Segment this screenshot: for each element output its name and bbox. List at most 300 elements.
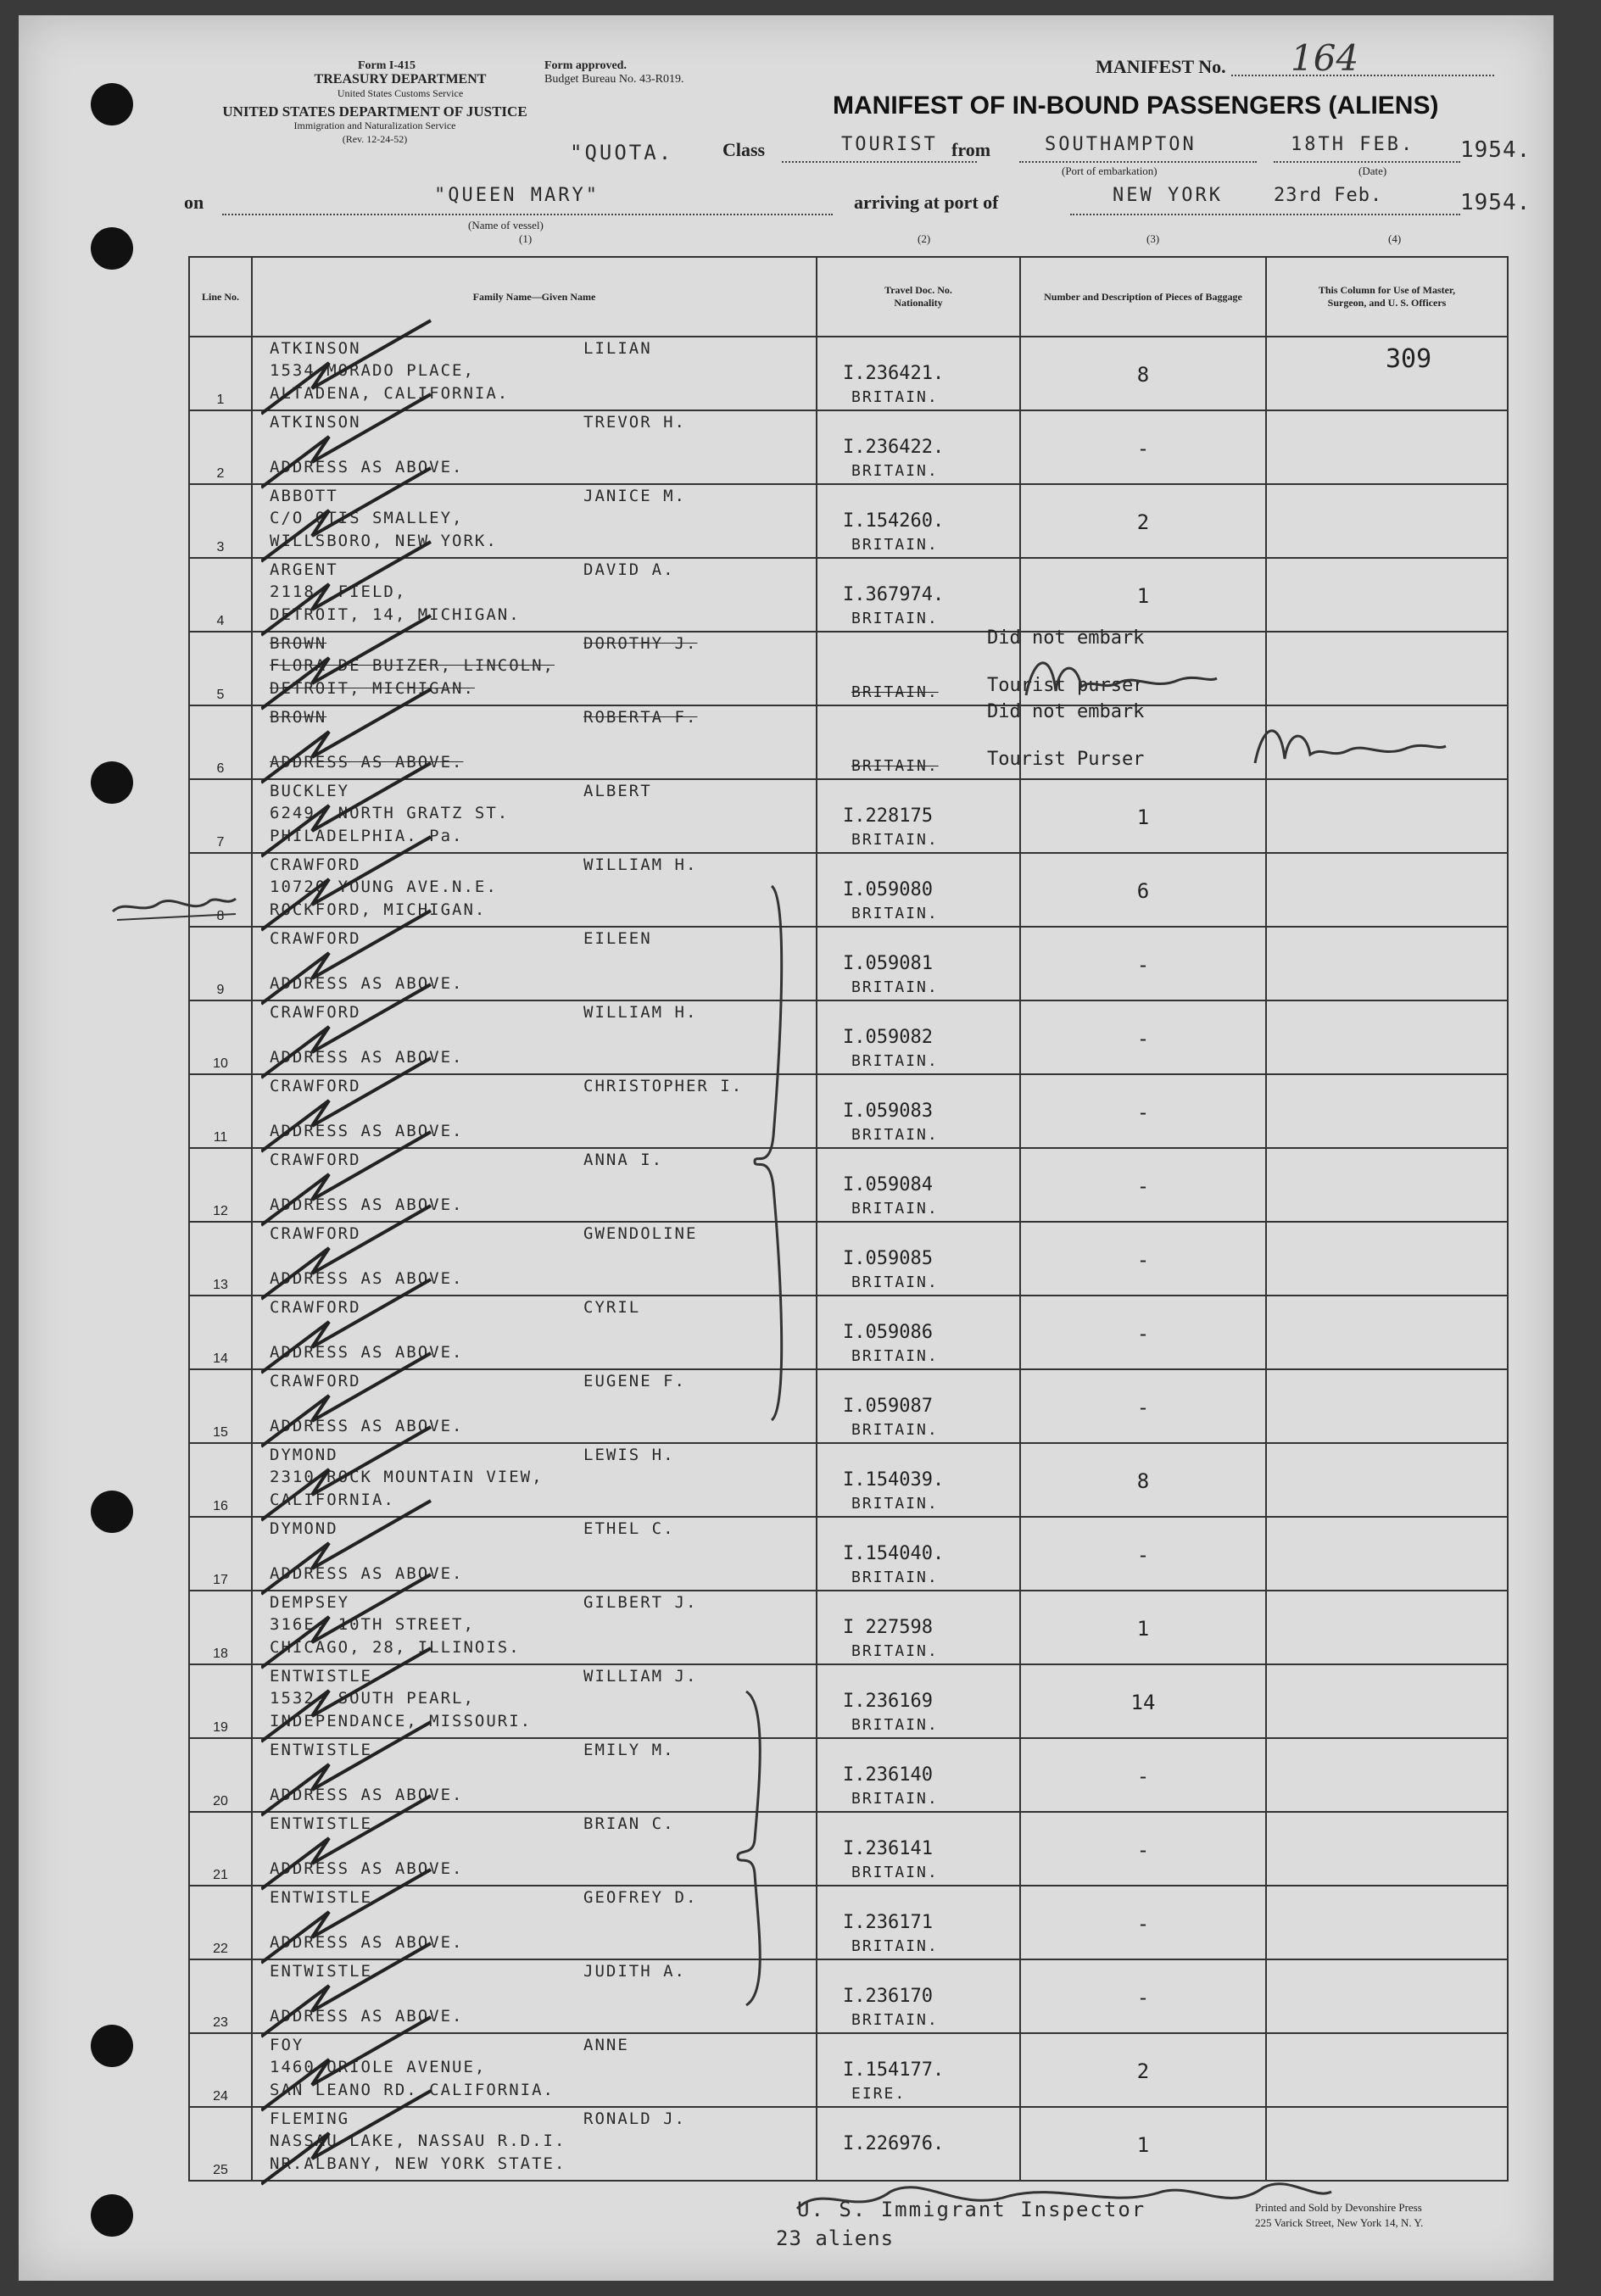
line-number-cell [189, 632, 252, 705]
travel-doc-number: I.236421. [843, 363, 945, 384]
vessel-name: "QUEEN MARY" [434, 185, 600, 206]
officer-cell [1266, 1738, 1508, 1812]
nationality: BRITAIN. [851, 1052, 939, 1070]
name-cell [252, 927, 817, 1000]
line-number-cell [189, 1738, 252, 1812]
address-line-1: 10720 YOUNG AVE.N.E. [270, 878, 498, 896]
col2-caption: (2) [918, 232, 931, 245]
baggage-cell [1020, 1664, 1266, 1738]
travel-doc-cell [817, 2033, 1020, 2107]
given-name: BRIAN C. [583, 1814, 675, 1833]
line-number: 24 [213, 2089, 228, 2104]
nationality: BRITAIN. [851, 1864, 939, 1881]
baggage-cell [1020, 705, 1266, 779]
table-row [189, 1517, 1508, 1591]
line-number: 8 [216, 909, 225, 923]
name-cell [252, 705, 817, 779]
address-line-2: ADDRESS AS ABOVE. [270, 1417, 464, 1435]
travel-doc-cell [817, 1074, 1020, 1148]
table-row [189, 632, 1508, 705]
officer-cell [1266, 1517, 1508, 1591]
travel-doc-cell [817, 1959, 1020, 2033]
travel-doc-number: I.154040. [843, 1543, 945, 1564]
family-name: FLEMING [270, 2109, 350, 2128]
officer-note: 309 [1386, 344, 1432, 374]
name-cell [252, 484, 817, 558]
given-name: WILLIAM J. [583, 1667, 698, 1686]
address-line-2: ADDRESS AS ABOVE. [270, 1933, 464, 1952]
table-row [189, 1000, 1508, 1074]
name-cell [252, 1517, 817, 1591]
officer-cell [1266, 779, 1508, 853]
travel-doc-number: I.059082 [843, 1027, 933, 1048]
travel-doc-cell [817, 779, 1020, 853]
address-line-2: ADDRESS AS ABOVE. [270, 974, 464, 993]
col-header-baggage [1020, 257, 1266, 337]
baggage-count: 6 [1136, 879, 1150, 903]
travel-doc-cell [817, 1812, 1020, 1886]
date-caption: (Date) [1358, 164, 1387, 177]
address-line-2: ADDRESS AS ABOVE. [270, 1564, 464, 1583]
baggage-cell [1020, 337, 1266, 410]
punch-hole [91, 1491, 133, 1533]
address-line-2: ADDRESS AS ABOVE. [270, 753, 464, 772]
family-name: ENTWISTLE [270, 1741, 372, 1759]
travel-doc-number: I.226976. [843, 2133, 945, 2154]
punch-hole [91, 761, 133, 804]
family-name: ENTWISTLE [270, 1814, 372, 1833]
address-line-1: 316E, 10TH STREET, [270, 1615, 475, 1634]
table-row [189, 1369, 1508, 1443]
officer-cell [1266, 632, 1508, 705]
address-line-2: ADDRESS AS ABOVE. [270, 458, 464, 476]
family-name: ATKINSON [270, 413, 361, 432]
baggage-count: 1 [1136, 2133, 1150, 2157]
justice-dept: UNITED STATES DEPARTMENT OF JUSTICE [222, 103, 527, 120]
family-name: BUCKLEY [270, 782, 350, 800]
travel-doc-cell [817, 1000, 1020, 1074]
given-name: LEWIS H. [583, 1446, 675, 1464]
travel-doc-number: I.154177. [843, 2059, 945, 2081]
officer-cell [1266, 1443, 1508, 1517]
family-name: CRAWFORD [270, 929, 361, 948]
family-name: DEMPSEY [270, 1593, 350, 1612]
travel-doc-cell [817, 1517, 1020, 1591]
punch-hole [91, 2025, 133, 2067]
given-name: EILEEN [583, 929, 652, 948]
travel-doc-cell [817, 558, 1020, 632]
line-number-cell [189, 484, 252, 558]
line-number-cell [189, 1591, 252, 1664]
travel-doc-cell [817, 1148, 1020, 1222]
family-name: CRAWFORD [270, 1003, 361, 1022]
nationality: BRITAIN. [851, 1126, 939, 1144]
passenger-rows [189, 337, 1508, 2181]
baggage-cell [1020, 410, 1266, 484]
baggage-count: - [1136, 1912, 1150, 1936]
baggage-count: - [1136, 1101, 1150, 1124]
col3-caption: (3) [1146, 232, 1160, 245]
baggage-count: 2 [1136, 510, 1150, 534]
address-line-2: ALTADENA, CALIFORNIA. [270, 384, 510, 403]
line-number: 3 [216, 540, 225, 554]
name-cell [252, 1148, 817, 1222]
line-number: 11 [213, 1130, 228, 1145]
given-name: ALBERT [583, 782, 652, 800]
address-line-1: 6249, NORTH GRATZ ST. [270, 804, 510, 822]
baggage-cell [1020, 1591, 1266, 1664]
col-header-name: Family Name—Given Name [252, 257, 817, 337]
family-name: CRAWFORD [270, 1372, 361, 1390]
purser-note: Tourist purser [987, 675, 1145, 696]
table-row [189, 1443, 1508, 1517]
nationality: BRITAIN. [851, 1569, 939, 1586]
year-arrival: 1954. [1460, 190, 1531, 215]
baggage-cell [1020, 1812, 1266, 1886]
officer-cell [1266, 1369, 1508, 1443]
col-header-baggage-text: Number and Description of Pieces of Baggage [1044, 290, 1242, 303]
nationality: BRITAIN. [851, 536, 939, 554]
officer-cell [1266, 1591, 1508, 1664]
address-line-1: 1532, SOUTH PEARL, [270, 1689, 475, 1708]
officer-cell [1266, 1296, 1508, 1369]
travel-doc-cell [817, 410, 1020, 484]
officer-cell [1266, 1222, 1508, 1296]
col4-caption: (4) [1388, 232, 1402, 245]
baggage-cell [1020, 927, 1266, 1000]
line-number: 14 [213, 1351, 228, 1366]
col1-caption: (1) [519, 232, 533, 245]
baggage-cell [1020, 853, 1266, 927]
baggage-count: - [1136, 1764, 1150, 1788]
manifest-label: MANIFEST No. [1096, 56, 1226, 77]
baggage-count: - [1136, 1838, 1150, 1862]
purser-signature-icon [1247, 712, 1450, 780]
given-name: ANNA I. [583, 1151, 664, 1169]
given-name: GILBERT J. [583, 1593, 698, 1612]
nationality: BRITAIN. [851, 1790, 939, 1808]
officer-cell [1266, 1000, 1508, 1074]
nationality: BRITAIN. [851, 1273, 939, 1291]
line-number: 12 [213, 1204, 228, 1218]
address-line-2: INDEPENDANCE, MISSOURI. [270, 1712, 533, 1730]
officer-cell [1266, 410, 1508, 484]
baggage-count: 14 [1130, 1691, 1156, 1714]
name-cell [252, 558, 817, 632]
baggage-cell [1020, 1738, 1266, 1812]
address-line-1: NASSAU LAKE, NASSAU R.D.I. [270, 2132, 566, 2150]
punch-hole [91, 2194, 133, 2237]
table-row [189, 1664, 1508, 1738]
line-number-cell [189, 2107, 252, 2181]
table-row [189, 2033, 1508, 2107]
nationality: BRITAIN. [851, 978, 939, 996]
table-row [189, 558, 1508, 632]
margin-scribble-icon [109, 882, 244, 933]
family-name: ENTWISTLE [270, 1667, 372, 1686]
ins-service: Immigration and Naturalization Service [293, 120, 456, 131]
travel-doc-number: I.367974. [843, 584, 945, 605]
table-row [189, 853, 1508, 927]
officer-cell [1266, 927, 1508, 1000]
given-name: WILLIAM H. [583, 855, 698, 874]
officer-cell [1266, 1812, 1508, 1886]
baggage-count: - [1136, 437, 1150, 460]
line-number: 7 [216, 835, 225, 850]
travel-doc-cell [817, 627, 1145, 705]
line-number-cell [189, 779, 252, 853]
inspector-signature-icon [789, 2166, 1340, 2234]
address-line-2: WILLSBORO, NEW YORK. [270, 532, 498, 550]
line-number: 1 [216, 393, 225, 407]
given-name: WILLIAM H. [583, 1003, 698, 1022]
form-number: Form I-415 [358, 59, 416, 72]
family-name: BROWN [270, 708, 327, 727]
table-row [189, 484, 1508, 558]
line-number-cell [189, 1369, 252, 1443]
baggage-count: 1 [1136, 584, 1150, 608]
table-row [189, 1738, 1508, 1812]
family-name: DYMOND [270, 1446, 338, 1464]
baggage-count: - [1136, 953, 1150, 977]
line-number: 16 [213, 1499, 228, 1513]
line-number-cell [189, 558, 252, 632]
from-label: from [951, 139, 991, 160]
travel-doc-number: I.059084 [843, 1174, 933, 1195]
table-row [189, 1222, 1508, 1296]
manifest-number: 164 [1291, 37, 1359, 79]
family-name: ENTWISTLE [270, 1962, 372, 1981]
line-number: 4 [216, 614, 225, 628]
travel-doc-number: I.154039. [843, 1469, 945, 1491]
baggage-count: 1 [1136, 1617, 1150, 1641]
revision: (Rev. 12-24-52) [342, 133, 408, 145]
purser-signature-icon [1018, 644, 1221, 712]
address-line-2: SAN LEANO RD. CALIFORNIA. [270, 2081, 555, 2099]
officer-cell [1266, 1148, 1508, 1222]
given-name: DAVID A. [583, 560, 675, 579]
family-name: CRAWFORD [270, 855, 361, 874]
table-row [189, 1074, 1508, 1148]
class-value: TOURIST [841, 134, 938, 155]
baggage-count: - [1136, 1396, 1150, 1419]
travel-doc-number: I.059087 [843, 1396, 933, 1417]
line-number: 9 [216, 983, 225, 997]
baggage-cell [1020, 1000, 1266, 1074]
from-caption: (Port of embarkation) [1062, 164, 1158, 177]
baggage-count: 8 [1136, 1469, 1150, 1493]
travel-doc-number: I.236170 [843, 1986, 933, 2007]
address-line-1: 2118, FIELD, [270, 582, 407, 601]
inspector-label: U. S. Immigrant Inspector [797, 2198, 1146, 2221]
table-row [189, 1591, 1508, 1664]
nationality: BRITAIN. [851, 831, 939, 849]
baggage-cell [1020, 1222, 1266, 1296]
not-embark-note: Did not embark [987, 627, 1145, 649]
travel-doc-number: I 227598 [843, 1617, 933, 1638]
nationality: BRITAIN. [851, 610, 939, 627]
address-line-2: ADDRESS AS ABOVE. [270, 1269, 464, 1288]
arrival-date: 23rd Feb. [1274, 185, 1383, 206]
travel-doc-cell [817, 1591, 1020, 1664]
line-number-cell [189, 1664, 252, 1738]
on-label: on [184, 192, 204, 213]
treasury-dept: TREASURY DEPARTMENT [314, 72, 487, 86]
family-name: ATKINSON [270, 339, 361, 358]
budget-bureau: Budget Bureau No. 43-R019. [544, 73, 684, 86]
line-number: 15 [213, 1425, 228, 1440]
baggage-count: - [1136, 1174, 1150, 1198]
family-name: CRAWFORD [270, 1151, 361, 1169]
travel-doc-cell [817, 1664, 1020, 1738]
nationality: BRITAIN. [851, 1347, 939, 1365]
line-number-cell [189, 1148, 252, 1222]
family-name: CRAWFORD [270, 1077, 361, 1095]
given-name: DOROTHY J. [583, 634, 698, 653]
address-line-2: ADDRESS AS ABOVE. [270, 1048, 464, 1067]
col-header-officers-text: This Column for Use of Master, Surgeon, and U. S. Officers [1318, 284, 1456, 309]
given-name: EUGENE F. [583, 1372, 686, 1390]
nationality: BRITAIN. [851, 1642, 939, 1660]
travel-doc-number: I.236169 [843, 1691, 933, 1712]
given-name: JUDITH A. [583, 1962, 686, 1981]
line-number: 2 [216, 466, 225, 481]
nationality: BRITAIN. [851, 1421, 939, 1439]
table-row [189, 927, 1508, 1000]
table-row [189, 410, 1508, 484]
line-number: 6 [216, 761, 225, 776]
address-line-1: FLORA DE BUIZER, LINCOLN, [270, 656, 555, 675]
line-number-cell [189, 337, 252, 410]
arrival-port: NEW YORK [1113, 185, 1223, 206]
address-line-2: ADDRESS AS ABOVE. [270, 1786, 464, 1804]
address-line-2: ADDRESS AS ABOVE. [270, 1859, 464, 1878]
class-label: Class [722, 139, 766, 160]
form-approved: Form approved. [544, 59, 627, 72]
line-number-cell [189, 705, 252, 779]
address-line-2: ROCKFORD, MICHIGAN. [270, 900, 487, 919]
address-line-2: ADDRESS AS ABOVE. [270, 1122, 464, 1140]
nationality: BRITAIN. [851, 462, 939, 480]
given-name: GEOFREY D. [583, 1888, 698, 1907]
name-cell [252, 1074, 817, 1148]
nationality: BRITAIN. [851, 757, 939, 775]
travel-doc-number: I.228175 [843, 805, 933, 827]
punch-hole [91, 227, 133, 270]
customs-service: United States Customs Service [337, 87, 464, 99]
quota-label: "QUOTA. [570, 141, 674, 164]
baggage-count: 8 [1136, 363, 1150, 387]
baggage-cell [1020, 1148, 1266, 1222]
nationality: BRITAIN. [851, 388, 939, 406]
officer-cell [1266, 1074, 1508, 1148]
officer-cell [1266, 337, 1508, 410]
nationality: BRITAIN. [851, 905, 939, 922]
name-cell [252, 2033, 817, 2107]
officer-cell [1266, 853, 1508, 927]
name-cell [252, 1222, 817, 1296]
given-name: JANICE M. [583, 487, 686, 505]
address-line-1: 1534 MORADO PLACE, [270, 361, 475, 380]
nationality: BRITAIN. [851, 1937, 939, 1955]
table-row [189, 1296, 1508, 1369]
family-name: ARGENT [270, 560, 338, 579]
travel-doc-cell [817, 1222, 1020, 1296]
printer-line2: 225 Varick Street, New York 14, N. Y. [1255, 2216, 1424, 2229]
travel-doc-cell [817, 1369, 1020, 1443]
line-number-cell [189, 1074, 252, 1148]
nationality: EIRE. [851, 2085, 906, 2103]
name-cell [252, 779, 817, 853]
travel-doc-number: I.236141 [843, 1838, 933, 1859]
travel-doc-number: I.059086 [843, 1322, 933, 1343]
officer-cell [1266, 1959, 1508, 2033]
name-cell [252, 1000, 817, 1074]
name-cell [252, 1296, 817, 1369]
baggage-cell [1020, 1517, 1266, 1591]
travel-doc-cell [817, 927, 1020, 1000]
travel-doc-number: I.236422. [843, 437, 945, 458]
baggage-count: 2 [1136, 2059, 1150, 2083]
travel-doc-number: I.236171 [843, 1912, 933, 1933]
family-name: CRAWFORD [270, 1298, 361, 1317]
address-line-1: 1460 ORIOLE AVENUE, [270, 2058, 487, 2076]
family-bracket-crawford-icon [746, 882, 797, 1424]
family-name: ABBOTT [270, 487, 338, 505]
line-number-cell [189, 1517, 252, 1591]
travel-doc-number: I.236140 [843, 1764, 933, 1786]
line-number-cell [189, 1296, 252, 1369]
given-name: GWENDOLINE [583, 1224, 698, 1243]
table-row [189, 1812, 1508, 1886]
name-cell [252, 2107, 817, 2181]
baggage-cell [1020, 1074, 1266, 1148]
name-cell [252, 1443, 817, 1517]
family-name: CRAWFORD [270, 1224, 361, 1243]
travel-doc-cell [817, 337, 1020, 410]
baggage-cell [1020, 2033, 1266, 2107]
given-name: CYRIL [583, 1298, 641, 1317]
baggage-count: - [1136, 1986, 1150, 2009]
col-header-doc-text: Travel Doc. No. Nationality [884, 284, 952, 309]
baggage-cell [1020, 779, 1266, 853]
given-name: ROBERTA F. [583, 708, 698, 727]
officer-cell [1266, 1886, 1508, 1959]
baggage-count: - [1136, 1248, 1150, 1272]
address-line-1: C/O OTIS SMALLEY, [270, 509, 464, 527]
baggage-cell [1020, 1886, 1266, 1959]
arriving-label: arriving at port of [854, 192, 999, 213]
given-name: CHRISTOPHER I. [583, 1077, 744, 1095]
address-line-2: ADDRESS AS ABOVE. [270, 2007, 464, 2026]
line-number: 19 [213, 1720, 228, 1735]
baggage-count: - [1136, 1543, 1150, 1567]
given-name: ANNE [583, 2036, 629, 2054]
nationality: BRITAIN. [851, 2011, 939, 2029]
year-embark: 1954. [1460, 137, 1531, 163]
travel-doc-number: I.059083 [843, 1101, 933, 1122]
given-name: LILIAN [583, 339, 652, 358]
line-number-cell [189, 1443, 252, 1517]
address-line-2: CHICAGO, 28, ILLINOIS. [270, 1638, 521, 1657]
family-name: ENTWISTLE [270, 1888, 372, 1907]
travel-doc-cell [817, 1443, 1020, 1517]
address-line-2: DETROIT, 14, MICHIGAN. [270, 605, 521, 624]
given-name: ETHEL C. [583, 1519, 675, 1538]
table-row [189, 1148, 1508, 1222]
line-number-cell [189, 1812, 252, 1886]
travel-doc-cell [817, 1738, 1020, 1812]
